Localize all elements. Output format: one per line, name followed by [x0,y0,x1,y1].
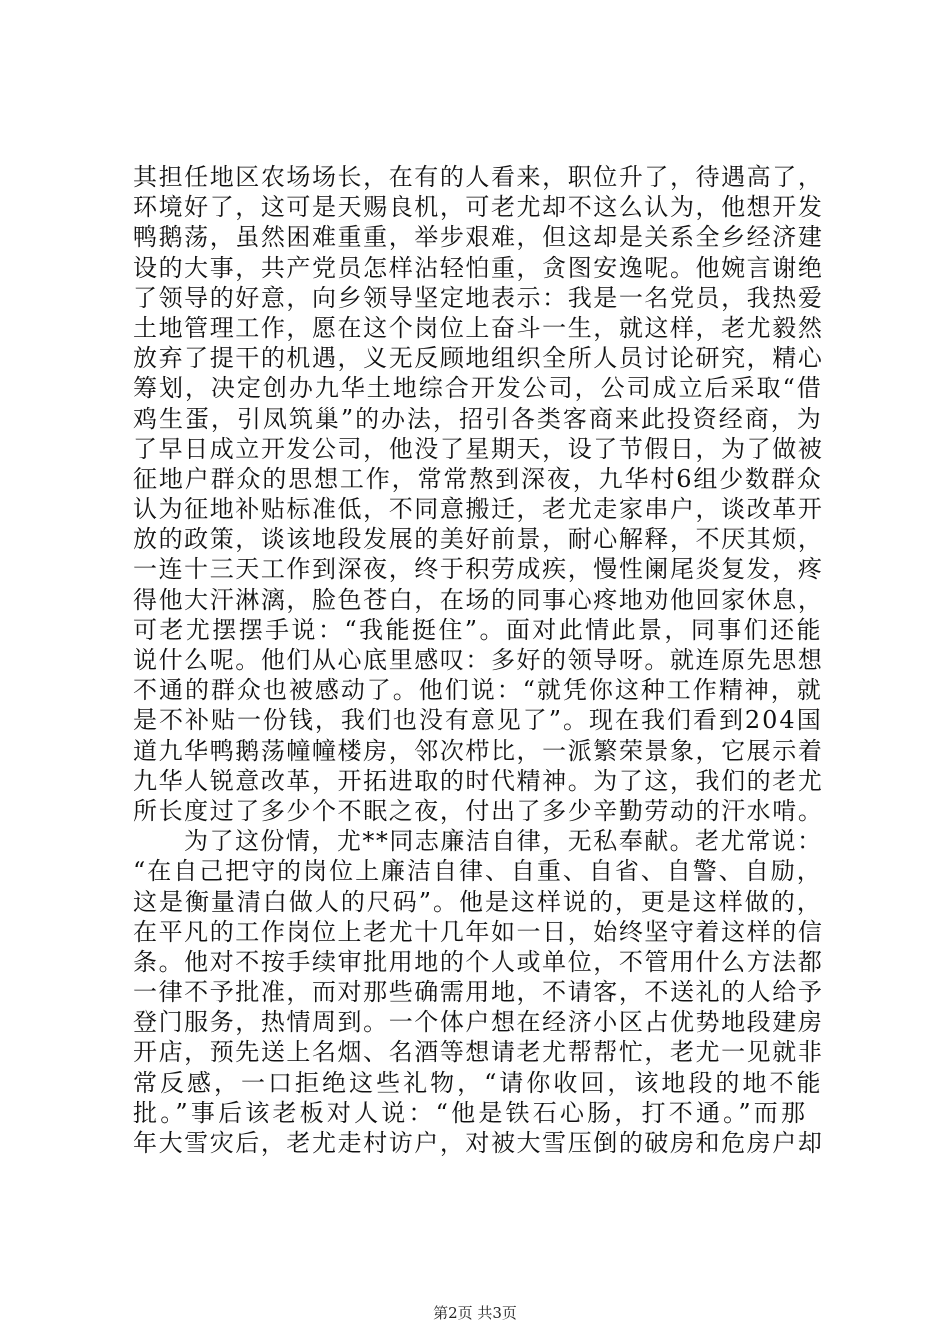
text-line: 不通的群众也被感动了。他们说：“就凭你这种工作精神，就 [133,676,823,705]
body-text [133,162,823,1158]
text-line: 为了这份情，尤**同志廉洁自律，无私奉献。老尤常说： [133,827,823,856]
text-line: 放的政策，谈该地段发展的美好前景，耐心解释，不厌其烦， [133,525,824,554]
page-footer: 第2页 共3页 [433,1304,517,1322]
text-line: 登门服务，热情周到。一个体户想在经济小区占优势地段建房 [133,1008,824,1037]
text-line: 批。”事后该老板对人说：“他是铁石心肠，打不通。”而那 [133,1098,809,1127]
text-line: 征地户群众的思想工作，常常熬到深夜，九华村6组少数群众 [133,464,823,493]
text-line: 鸭鹅荡，虽然困难重重，举步艰难，但这却是关系全乡经济建 [133,223,824,252]
text-line: “在自己把守的岗位上廉洁自律、自重、自省、自警、自励， [133,857,823,886]
text-line: 放弃了提干的机遇，义无反顾地组织全所人员讨论研究，精心 [133,344,824,373]
text-line: 所长度过了多少个不眠之夜，付出了多少辛勤劳动的汗水啃。 [133,796,824,825]
text-line: 说什么呢。他们从心底里感叹：多好的领导呀。就连原先思想 [133,646,824,674]
text-line: 土地管理工作，愿在这个岗位上奋斗一生，就这样，老尤毅然 [133,313,824,342]
text-line: 得他大汗淋漓，脸色苍白，在场的同事心疼地劝他回家休息， [133,585,824,614]
text-line: 鸡生蛋，引凤筑巢”的办法，招引各类客商来此投资经商，为 [133,404,823,433]
text-line: 常反感，一口拒绝这些礼物，“请你收回，该地段的地不能 [133,1068,824,1097]
text-line: 条。他对不按手续审批用地的个人或单位，不管用什么方法都 [133,947,824,976]
text-line: 了早日成立开发公司，他没了星期天，设了节假日，为了做被 [133,434,824,463]
text-line: 道九华鸭鹅荡幢幢楼房，邻次栉比，一派繁荣景象，它展示着 [133,736,824,765]
text-line: 可老尤摆摆手说：“我能挺住”。面对此情此景，同事们还能 [133,615,823,644]
text-line: 其担任地区农场场长，在有的人看来，职位升了，待遇高了， [133,163,824,191]
text-line: 开店，预先送上名烟、名酒等想请老尤帮帮忙，老尤一见就非 [133,1038,824,1067]
text-line: 一连十三天工作到深夜，终于积劳成疾，慢性阑尾炎复发，疼 [133,555,824,584]
text-line: 一律不予批准，而对那些确需用地，不请客，不送礼的人给予 [133,978,824,1007]
text-line: 设的大事，共产党员怎样沾轻怕重，贪图安逸呢。他婉言谢绝 [133,253,824,282]
text-line: 年大雪灾后，老尤走村访户，对被大雪压倒的破房和危房户却 [133,1129,824,1157]
text-line: 环境好了，这可是天赐良机，可老尤却不这么认为，他想开发 [133,193,824,222]
text-line: 是不补贴一份钱，我们也没有意见了”。现在我们看到204国 [133,706,823,735]
text-line: 九华人锐意改革，开拓进取的时代精神。为了这，我们的老尤 [133,766,824,795]
text-line: 在平凡的工作岗位上老尤十几年如一日，始终坚守着这样的信 [133,917,824,946]
text-line: 这是衡量清白做人的尺码”。他是这样说的，更是这样做的， [133,887,823,916]
text-line: 认为征地补贴标准低，不同意搬迁，老尤走家串户，谈改革开 [133,495,824,524]
text-line: 筹划，决定创办九华土地综合开发公司，公司成立后采取“借 [133,374,823,403]
text-line: 了领导的好意，向乡领导坚定地表示：我是一名党员，我热爱 [133,283,824,312]
